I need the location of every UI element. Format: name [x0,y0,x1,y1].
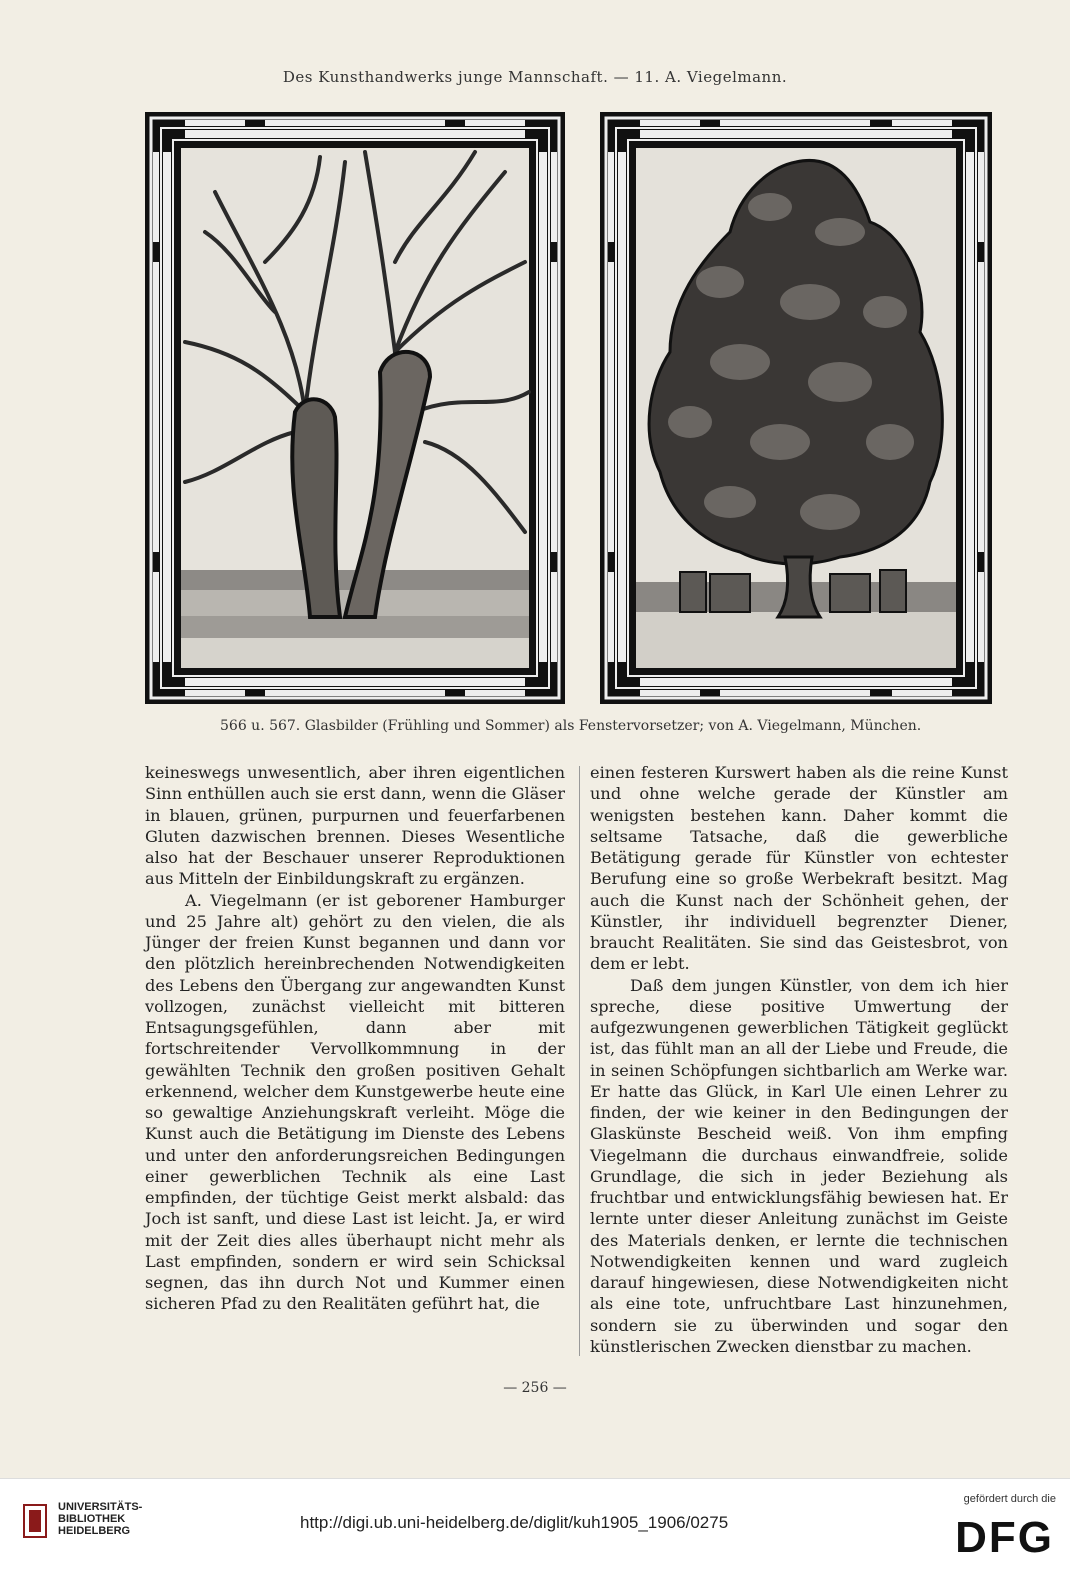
text-column-right [590,762,1008,1357]
stained-glass-summer-figure [600,112,992,704]
figure-caption: 566 u. 567. Glasbilder (Frühling und Sommer) als Fenstervorsetzer; von A. Viegelmann, München. [220,718,922,734]
university-line: BIBLIOTHEK [58,1513,126,1525]
running-head: Des Kunsthandwerks junge Mannschaft. — 11. A. Viegelmann. [282,68,788,86]
paragraph: keineswegs unwesentlich, aber ihren eigentlichen Sinn enthüllen auch sie erst dann, wenn die Gläser in blauen, grünen, purpurnen und feuerfarbenen Gluten dazwischen brennen. Dieses Wesentliche also hat der Beschauer unserer Reproduktionen aus Mitteln der Einbildungskraft zu ergänzen. [145,763,565,889]
funded-by-label: gefördert durch die [963,1493,1056,1505]
university-line: UNIVERSITÄTS- [58,1501,143,1513]
text-column-left [145,762,565,1315]
paragraph: A. Viegelmann (er ist geborener Hamburger und 25 Jahre alt) gehört zu den vielen, die als Jünger der freien Kunst begannen und dann vor den plötzlich hereinbrechenden Notwendigkeiten des Lebens den Übergang zur angewandten Kunst vollzogen, zunächst vielleicht mit bitteren Entsagungsgefühlen, dann aber mit fortschreitender Vervollkommnung in der gewählten Technik den großen positiven Gehalt erkennend, welcher dem Kunstgewerbe heute eine so gewaltige Anziehungskraft verleiht. Möge die Kunst auch die Betätigung im Dienste des Lebens und unter den anforderungsreichen Bedingungen einer gewerblichen Technik als eine Last empfinden, der tüchtige Geist merkt alsbald: das Joch ist sanft, und diese Last ist leicht. Ja, er wird mit der Zeit dies alles überhaupt nicht mehr als Last empfinden, sondern er wird sein Schicksal segnen, das ihn durch Not und Kummer einen sicheren Pfad zu den Realitäten geführt hat, die [145,890,565,1314]
paragraph: Daß dem jungen Künstler, von dem ich hier spreche, diese positive Umwertung der aufgezwungenen gewerblichen Tätigkeit geglückt ist, das fühlt man an all der Liebe und Freude, die in seinen Schöpfungen sichtbarlich am Werke war. Er hatte das Glück, in Karl Ule einen Lehrer zu finden, der wie keiner in den Bedingungen der Glaskünste Bescheid weiß. Von ihm empfing Viegelmann die durchaus einwandfreie, solide Grundlage, die sich in jeder Beziehung als fruchtbar und entwicklungsfähig bewiesen hat. Er lernte unter dieser Anleitung zunächst im Geiste des Materials denken, er lernte die technischen Notwendigkeiten kennen und ward zugleich darauf hingewiesen, diese Notwendigkeiten nicht als eine tote, unfruchtbare Last hinzunehmen, sondern sie zu überwinden und sogar den künstlerischen Zwecken dienstbar zu machen. [590,975,1008,1356]
dfg-logo: DFG [955,1513,1054,1562]
stained-glass-spring-figure [145,112,565,704]
university-name [58,1501,142,1537]
university-line: HEIDELBERG [58,1525,131,1537]
column-divider [579,766,580,1356]
source-url-link[interactable]: http://digi.ub.uni-heidelberg.de/diglit/kuh1905_1906/0275 [300,1513,729,1532]
paragraph: einen festeren Kurswert haben als die reine Kunst und ohne welche gerade der Künstler am wenigsten bestehen kann. Daher kommt die seltsame Tatsache, daß die gewerbliche Betätigung gerade für Künstler von echtester Berufung eine so große Werbekraft besitzt. Mag auch die Kunst nach der Schönheit gehen, der Künstler, ihr individuell begrenzter Diener, braucht Realitäten. Sie sind das Geistesbrot, von dem er lebt. [590,763,1008,974]
university-library-logo-icon [22,1503,48,1539]
footer-bar [0,1478,1070,1570]
page-number: — 256 — [503,1380,567,1396]
